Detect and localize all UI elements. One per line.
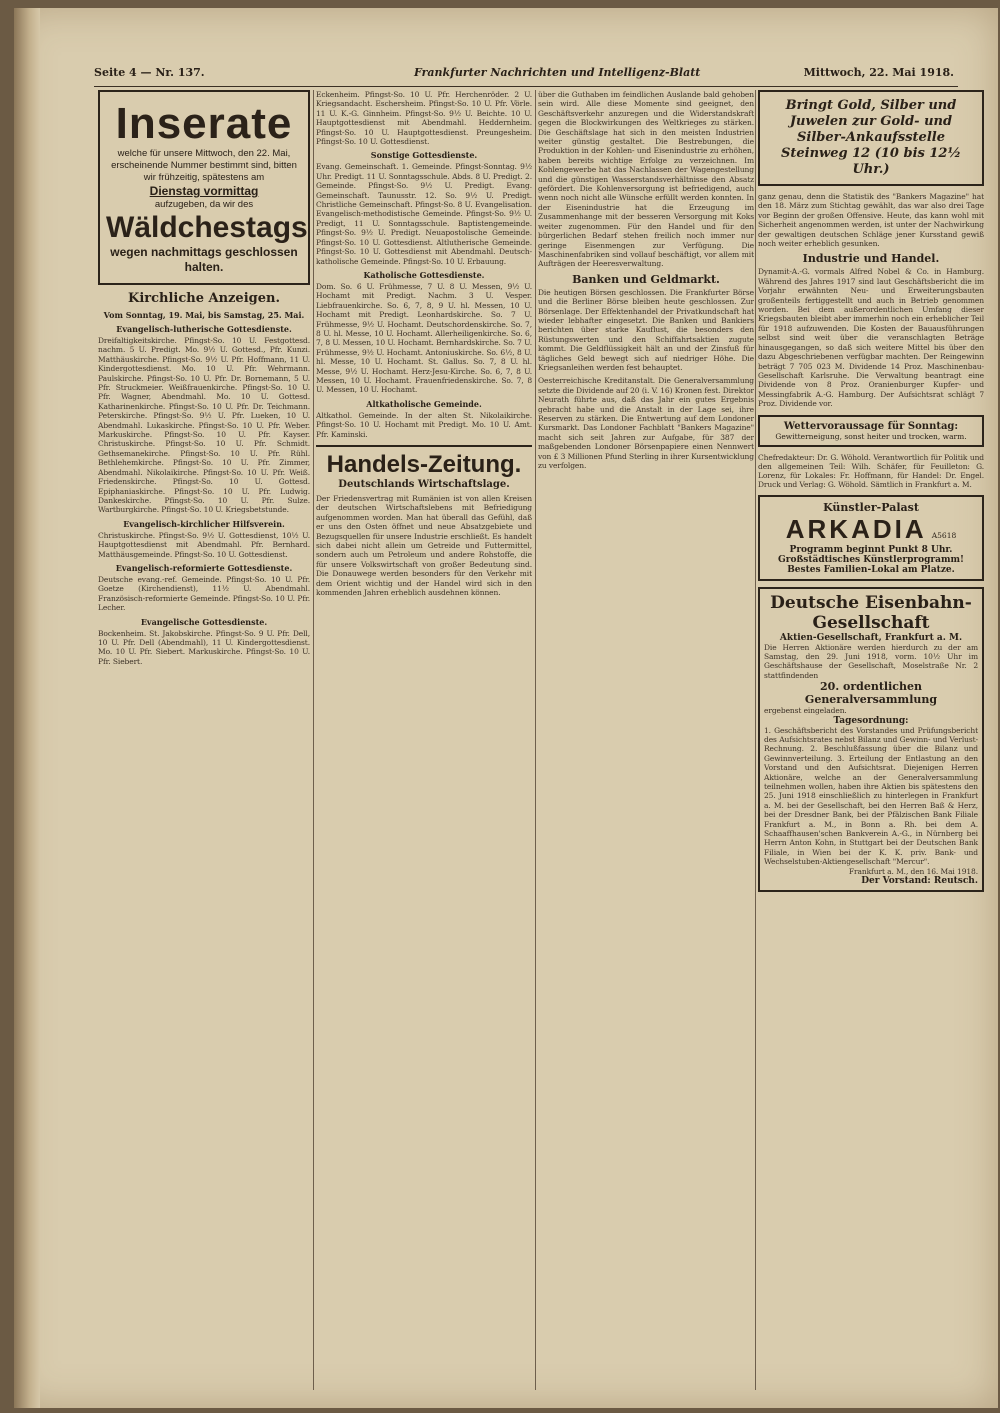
industry-body: Dynamit-A.-G. vormals Alfred Nobel & Co. in Hamburg. Während des Jahres 1917 sind laut Geschäftsbericht die im Vorjahr erwähnten Neu- und Erweiterungsbauten großenteils fertiggestellt und auch in Betrieb genommen worden. Bei dem außerordentlichen Umfang dieser Kriegsbauten bleibt aber immerhin noch ein erheblicher Teil für 1918 aufzuwenden. Die Kosten der Bauausführungen selbst sind weit über die veranschlagten Beträge hinausgegangen, so daß sich weitere Mittel bis über den dazu Abgeschriebenen verfügbar machten. Der Reingewinn beträgt 7 705 023 M. Dividende 14 Proz. Maschinenbau-Gesellschaft Karlsruhe. Die Verwaltung beantragt eine Dividende von 8 Proz. Oranienburger Kupfer- und Messingfabrik A.-G. Hamburg. Der Aufsichtsrat schlägt 7 Proz. Dividende vor. [758,267,984,409]
arkadia-subtitle: Großstädtisches Künstlerprogramm! [778,554,964,565]
church-title: Kirchliche Anzeigen. [128,291,280,306]
church-subtitle-4: Evangelische Gottesdienste. [140,616,268,627]
church-subtitle: Evangelisch-lutherische Gottesdienste. [116,324,292,334]
eisenbahn-agenda: Tagesordnung: [833,715,909,726]
credit-body: Oesterreichische Kreditanstalt. Die Generalversammlung setzte die Dividende auf 20 (i. V. 16) Kronen fest. Direktor Neurath führte aus, daß das Jahr ein gutes Ergebnis gebracht habe und die Anstalt in der Lage sei, ihre Reserven zu stärken. Die Entwertung auf dem Londoner Kursmarkt. Das Londoner Fachblatt "Bankers Magazine" macht sich seit Jahren zur Aufgabe, für 387 der maßgebenden Londoner Börsenpapiere einen Nennwert von £ 3 Millionen Pfund Sterling in ihrer Kursentwicklung zu verfolgen. [538,376,754,471]
page-header [54,64,978,84]
ad-footer: wegen nachmittags geschlossen halten. [110,245,298,274]
church-body-3: Deutsche evang.-ref. Gemeinde. Pfingst-So. 10 U. Pfr. Goetze (Kirchendienst), 11½ U. Abendmahl. Französisch-reformierte Gemeinde. Pfingst-So. 10 U. Pfr. Lecher. [98,574,310,613]
arkadia-program: Programm beginnt Punkt 8 Uhr. [789,544,953,555]
banks-title: Banken und Geldmarkt. [572,272,720,286]
services-subtitle-3: Altkatholische Gemeinde. [366,398,482,409]
column-divider [313,90,314,1390]
issue-date: Mittwoch, 22. Mai 1918. [803,66,954,79]
newspaper-name: Frankfurter Nachrichten und Intelligenz-Blatt [414,66,701,79]
column-2 [316,90,532,1390]
weather-box [758,415,984,447]
eisenbahn-date: Frankfurt a. M., den 16. Mai 1918. [848,866,978,876]
newspaper-page [14,8,998,1408]
services-subtitle-1: Sonstige Gottesdienste. [370,150,478,161]
handels-zeitung-body: Der Friedensvertrag mit Rumänien ist von allen Kreisen der deutschen Wirtschaftslebens mit Befriedigung aufgenommen worden. Man hat überall das Gefühl, daß er uns den Osten öffnet und neue Absatzgebiete und Bezugsquellen für unsere Industrie erschließt. Es handelt sich dabei nicht allein um Getreide und Futtermittel, sondern auch um Petroleum und andere Rohstoffe, die für unsere Volkswirtschaft von großer Bedeutung sind. Die Donauwege werden besonders für den Verkehr mit dem Orient wichtig und der Handel wird sich in den kommenden Jahren erheblich ausdehnen können. [316,494,532,598]
column-4 [758,90,984,1390]
church-subtitle-2: Evangelisch-kirchlicher Hilfsverein. [123,518,285,529]
statistics-body: ganz genau, denn die Statistik des "Bankers Magazine" hat den 18. März zum Stichtag gewählt, das war also drei Tage vor Beginn der großen Offensive. Heute, das kann wohl mit Sicherheit angenommen werden, ist unter der Nachwirkung der gewaltigen deutschen Schläge jener Kursstand gewiß noch weiter erheblich gesunken. [758,192,984,249]
arkadia-code: A5618 [931,530,957,540]
economy-body-1: über die Guthaben im feindlichen Auslande bald gehoben sein wird. Alle diese Momente sind geeignet, den Geschäftsverkehr anzuregen und die Widerstandskraft gegen die Blockwirkungen des Weltkrieges zu stärken. Die Geschäftslage hat sich in den meisten Industrien weiter günstig gestaltet. Die Bestrebungen, die Produktion in der Kohlen- und Eisenindustrie zu erhöhen, haben bereits wichtige Erfolge zu verzeichnen. Im Kohlengewerbe hat das Nachlassen der Wagengestellung und die günstigen Wasserstandsverhältnisse den Absatz gefördert. Die Kohlenversorgung ist befriedigend, auch wenn noch nicht alle Wünsche erfüllt werden konnten. In der Eisenindustrie hat die Erzeugung im Zusammenhange mit der besseren Versorgung mit Koks weiter zugenommen. Für den Handel und für den bürgerlichen Bedarf stehen freilich noch immer nur geringe Eisenmengen zur Verfügung. Die Maschinenfabriken sind vollauf beschäftigt, vor allem mit Aufträgen der Heeresverwaltung. [538,90,754,269]
services-body-2: Evang. Gemeinschaft. 1. Gemeinde. Pfingst-Sonntag. 9½ Uhr. Predigt. 11 U. Sonntagsschule. Abds. 8 U. Predigt. 2. Gemeinde. Pfingst-So. 9½ U. Predigt. Evang. Gemeinschaft. Taunusstr. 12. So. 9½ U. Predigt. Christliche Gemeinschaft. Pfingst-So. 8 U. Evangelisation. Evangelisch-methodistische Gemeinde. Pfingst-So. 9½ U. Predigt, 11 U. Sonntagsschule. Baptistengemeinde. Pfingst-So. 9½ U. Predigt. Neuapostolische Gemeinde. Pfingst-So. 10 U. Gottesdienst. Altlutherische Gemeinde. Pfingst-So. 10 U. Gottesdienst mit Abendmahl. Deutsch-katholische Gemeinde. Pfingst-So. 10 U. Erbauung. [316,162,532,266]
handels-zeitung-subtitle: Deutschlands Wirtschaftslage. [338,479,510,490]
arkadia-ad [758,495,984,581]
arkadia-title: ARKADIA [785,513,927,544]
eisenbahn-signature: Der Vorstand: Reutsch. [861,876,978,887]
arkadia-footer: Bestes Familien-Lokal am Platze. [787,564,955,575]
arkadia-title-row [764,514,978,545]
eisenbahn-title: Deutsche Eisenbahn-Gesellschaft [770,592,972,633]
page-number: Seite 4 — Nr. 137. [94,66,205,79]
handels-zeitung-title: Handels-Zeitung. [316,445,532,479]
eisenbahn-ad [758,587,984,893]
eisenbahn-items: 1. Geschäftsbericht des Vorstandes und Prüfungsbericht des Aufsichtsrates nebst Bilanz und Gewinn- und Verlust-Rechnung. 2. Beschlußfassung über die Bilanz und Gewinnverteilung. 3. Erteilung der Entlastung an den Vorstand und den Aufsichtsrat. Diejenigen Herren Aktionäre, welche an der Generalversammlung teilnehmen wollen, haben ihre Aktien bis spätestens den 25. Juni 1918 einschließlich zu hinterlegen in Frankfurt a. M. bei der Gesellschaft, bei den Herren Baß & Herz, bei der Dresdner Bank, bei der Pfälzischen Bank Filiale Frankfurt a. M., in Bonn a. Rh. bei dem A. Schaaffhausen'schen Bankverein A.-G., in Nürnberg bei Herrn Anton Kohn, in Stuttgart bei der Deutschen Bank Filiale, in Wien bei der K. K. priv. Bank- und Wechselstuben-Aktiengesellschaft "Mercur". [764,725,978,867]
eisenbahn-body-2: ergebenst eingeladen. [764,706,847,716]
services-body-3: Dom. So. 6 U. Frühmesse, 7 U. 8 U. Messen, 9½ U. Hochamt mit Predigt. Nachm. 3 U. Vesper. Liebfrauenkirche. So. 6, 7, 8, 9 U. hl. Messen, 10 U. Hochamt mit Predigt. Leonhardskirche. So. 7 U. Frühmesse, 9½ U. Hochamt. Deutschordenskirche. So. 7, 8 U. hl. Messe, 10 U. Hochamt. Allerheiligenkirche. So. 6, 7, 8 U. Messen, 10 U. Hochamt. Bernhardskirche. So. 7 U. Frühmesse, 9½ U. Hochamt. Antoniuskirche. So. 6½, 8 U. hl. Messe, 10 U. Hochamt. St. Gallus. So. 7, 8 U. hl. Messe, 9½ U. Hochamt. Herz-Jesu-Kirche. So. 6, 7, 8 U. Messen, 10 U. Hochamt. Frauenfriedenskirche. So. 7, 8 U. Messen, 10 U. Hochamt. [316,281,532,395]
church-body: Dreifaltigkeitskirche. Pfingst-So. 10 U. Festgottesd. nachm. 5 U. Predigt. Mo. 9½ U. Gottesd., Pfr. Kunzi. Matthäuskirche. Pfingst-So. 9½ U. Pfr. Hoffmann, 11 U. Kindergottesdienst. Mo. 10 U. Pfr. Wehrmann. Paulskirche. Pfingst-So. 10 U. Pfr. Dr. Bornemann, 5 U. Pfr. Struckmeier. Weißfrauenkirche. Pfingst-So. 10 U. Pfr. Wagner, Abendmahl. Mo. 10 U. Gottesd. Katharinenkirche. Pfingst-So. 10 U. Pfr. Dr. Teichmann. Peterskirche. Pfingst-So. 9½ U. Pfr. Lueken, 10 U. Abendmahl. Lukaskirche. Pfingst-So. 10 U. Pfr. Weber. Markuskirche. Pfingst-So. 10 U. Pfr. Kayser. Christuskirche. Pfingst-So. 10 U. Pfr. Schmidt. Gethsemanekirche. Pfingst-So. 10 U. Pfr. Rühl. Bethlehemkirche. Pfingst-So. 10 U. Pfr. Zimmer, Abendmahl. Nikolaikirche. Pfingst-So. 10 U. Pfr. Weiß. Friedenskirche. Pfingst-So. 10 U. Gottesd. Epiphaniaskirche. Pfingst-So. 10 U. Pfr. Ludwig. Dankeskirche. Pfingst-So. 10 U. Pfr. Sulze. Wartburgkirche. Pfingst-So. 10 U. Kriegsbetstunde. [98,336,310,515]
eisenbahn-assembly: 20. ordentlichen Generalversammlung [804,680,938,707]
industry-title: Industrie und Handel. [802,252,940,266]
ad-text2: aufzugeben, da wir des [154,199,254,210]
banks-body: Die heutigen Börsen geschlossen. Die Frankfurter Börse und die Berliner Börse bleiben heute geschlossen. Zur Börsenlage. Der Effektenhandel der Privatkundschaft hat wieder lebhafter eingesetzt. Die Banken und Bankiers berichten über starke Kauflust, die besonders den Rüstungswerten und den Schiffahrtsaktien zugute kommt. Die Geldflüssigkeit hält an und der Zinsfuß für tägliches Geld bewegt sich auf niedriger Höhe. Die Kriegsanleihen werden fest behauptet. [538,287,754,372]
ad-title: Inserate [115,99,293,148]
church-body-2: Christuskirche. Pfingst-So. 9½ U. Gottesdienst, 10½ U. Hauptgottesdienst mit Abendmahl. Pfr. Bernhard. Matthäusgemeinde. Pfingst-So. 10 U. Gottesdienst. [98,530,310,559]
church-subtitle-3: Evangelisch-reformierte Gottesdienste. [115,562,293,573]
church-body-4: Bockenheim. St. Jakobskirche. Pfingst-So. 9 U. Pfr. Dell, 10 U. Pfr. Dell (Abendmahl), 11 U. Kindergottesdienst. Mo. 10 U. Pfr. Siebert. Markuskirche. Pfingst-So. 10 U. Pfr. Siebert. [98,628,310,666]
services-body-1: Eckenheim. Pfingst-So. 10 U. Pfr. Herchenröder. 2 U. Kriegsandacht. Eschersheim. Pfingst-So. 10 U. Pfr. Vörle. 11 U. K.-G. Ginnheim. Pfingst-So. 9½ U. Beichte. 10 U. Hauptgottesdienst mit Abendmahl. Heddernheim. Pfingst-So. 10 U. Hauptgottesdienst. Preungesheim. Pfingst-So. 10 U. Gottesdienst. [316,90,532,147]
services-subtitle-2: Katholische Gottesdienste. [363,269,485,280]
header-rule [94,86,958,87]
weather-title: Wettervoraussage für Sonntag: [783,420,959,432]
column-divider [535,90,536,1390]
column-3 [538,90,754,1390]
column-1 [98,90,310,1390]
services-body-4: Altkathol. Gemeinde. In der alten St. Nikolaikirche. Pfingst-So. 10 U. Hochamt mit Predigt. Mo. 10 U. Amt. Pfr. Kaminski. [316,410,532,439]
eisenbahn-body-1: Die Herren Aktionäre werden hierdurch zu der am Samstag, den 29. Juni 1918, vorm. 10½ Uhr im Geschäftshause der Gesellschaft, Moselstraße Nr. 2 stattfindenden [764,642,978,680]
ad-title2: Wäldchestags [106,211,308,244]
inserate-ad [98,90,310,285]
column-divider [755,90,756,1390]
weather-text: Gewitterneigung, sonst heiter und trocken, warm. [775,431,967,441]
ad-text: welche für unsere Mittwoch, den 22. Mai, erscheinende Nummer bestimmt sind, bitten wir frühzeitig, spätestens am [111,148,297,183]
gold-ad: Bringt Gold, Silber und Juwelen zur Gold- und Silber-Ankaufsstelle Steinweg 12 (10 bis 12½ Uhr.) [758,90,984,186]
ad-day: Dienstag vormittag [149,184,259,198]
arkadia-pre: Künstler-Palast [823,500,919,514]
credits: Chefredakteur: Dr. G. Wöhold. Verantwortlich für Politik und den allgemeinen Teil: Wilh. Schäfer, für Feuilleton: G. Lorenz, für Lokales: Fr. Hoffmann, für Handel: Dr. Engel. Druck und Verlag: G. Wöhold. Sämtlich in Frankfurt a. M. [758,452,984,489]
page-spine [14,8,40,1408]
eisenbahn-subtitle: Aktien-Gesellschaft, Frankfurt a. M. [779,632,963,643]
church-dates: Vom Sonntag, 19. Mai, bis Samstag, 25. Mai. [103,310,305,320]
